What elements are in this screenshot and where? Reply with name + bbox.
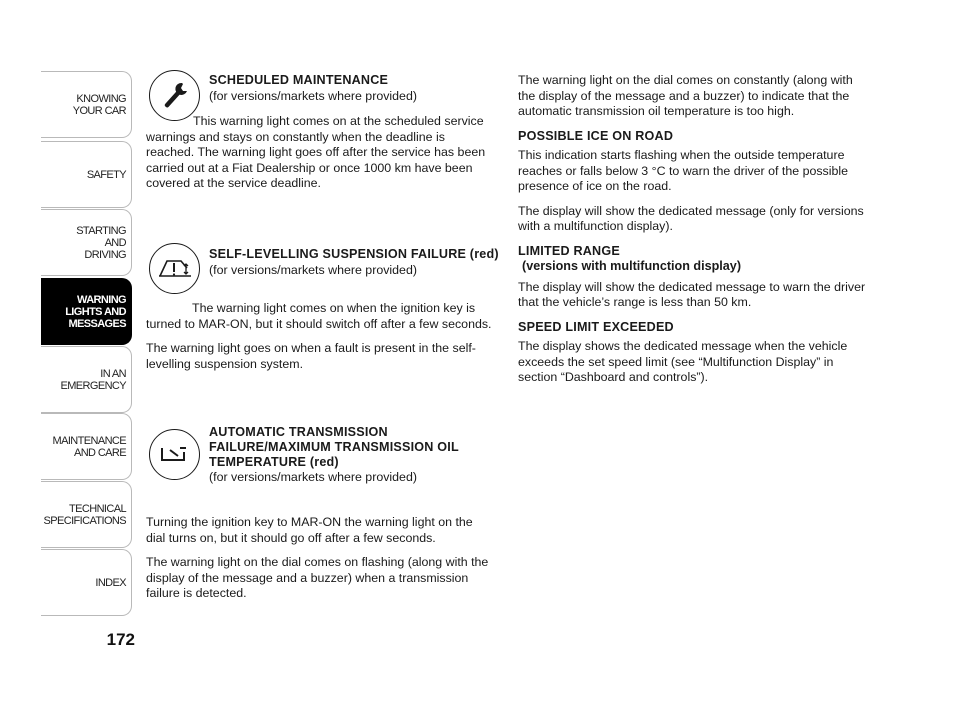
paragraph: The warning light comes on when the ignition key is turned to MAR-ON, but it should switch off after a few seconds. [146,301,492,331]
section-body [146,301,494,381]
tab-label: INDEX [95,576,126,589]
paragraph: Turning the ignition key to MAR-ON the warning light on the dial turns on, but it should go off after a few seconds. [146,515,473,545]
section-note: (for versions/markets where provided) [209,262,417,277]
subheading-limited-range: (versions with multifunction display) [522,259,742,273]
tab-knowing-your-car[interactable] [41,71,132,138]
heading-limited-range: LIMITED RANGE [518,243,620,258]
paragraph: The display shows the dedicated message when the vehicle exceeds the set speed limit (see “Multifunction Display” in section “Dashboard and controls”). [518,339,848,384]
tab-label: STARTING AND DRIVING [76,224,126,261]
tab-in-an-emergency[interactable] [41,346,132,413]
section-header [209,425,499,486]
page-number: 172 [106,630,135,649]
chapter-sidebar [0,0,135,709]
tab-safety[interactable] [41,141,132,208]
paragraph: This warning light comes on at the scheduled service warnings and stays on constantly when the deadline is reached. The warning light goes off after the service has been carried out at a Fiat Dealership or once 1000 km have been covered at the service deadline. [146,114,486,190]
section-body [146,515,494,611]
section-title: SELF-LEVELLING SUSPENSION FAILURE (red) [209,247,499,261]
tab-label: SAFETY [86,168,126,181]
tab-starting-and-driving[interactable] [41,209,132,276]
section-note: (for versions/markets where provided) [209,88,417,103]
paragraph: The warning light goes on when a fault is present in the self-levelling suspension system. [146,341,476,371]
heading-ice-on-road: POSSIBLE ICE ON ROAD [518,128,674,143]
tab-label: KNOWING YOUR CAR [72,92,126,117]
section-note: (for versions/markets where provided) [209,470,417,484]
tab-label: MAINTENANCE AND CARE [52,434,126,459]
paragraph: This indication starts flashing when the outside temperature reaches or falls below 3 °C to warn the driver of the possible presence of ice on the road. [518,148,849,193]
section-body [146,114,494,201]
tab-label: IN AN EMERGENCY [60,367,126,392]
paragraph: The display will show the dedicated message to warn the driver that the vehicle’s range is less than 50 km. [518,279,866,309]
section-header [209,73,499,104]
tab-technical-specifications[interactable] [41,481,132,548]
tab-warning-lights-and-messages[interactable] [41,278,132,345]
tab-maintenance-and-care[interactable] [41,413,132,480]
section-title: AUTOMATIC TRANSMISSION FAILURE/MAXIMUM TRANSMISSION OIL TEMPERATURE (red) [209,425,459,469]
paragraph: The display will show the dedicated message (only for versions with a multifunction display). [518,203,864,233]
suspension-warning-icon [149,243,200,294]
heading-speed-limit: SPEED LIMIT EXCEEDED [518,319,674,334]
transmission-temperature-icon [149,429,200,480]
tab-label: WARNING LIGHTS AND MESSAGES [65,293,126,330]
tab-index[interactable] [41,549,132,616]
section-title: SCHEDULED MAINTENANCE [209,73,389,87]
tab-label: TECHNICAL SPECIFICATIONS [43,502,126,527]
right-column [518,73,868,395]
paragraph: The warning light on the dial comes on flashing (along with the display of the message and a buzzer) when a transmission failure is detected. [146,555,489,600]
paragraph: The warning light on the dial comes on constantly (along with the display of the message and a buzzer) to indicate that the automatic transmission oil temperature is too high. [518,73,853,118]
section-header [209,247,499,278]
